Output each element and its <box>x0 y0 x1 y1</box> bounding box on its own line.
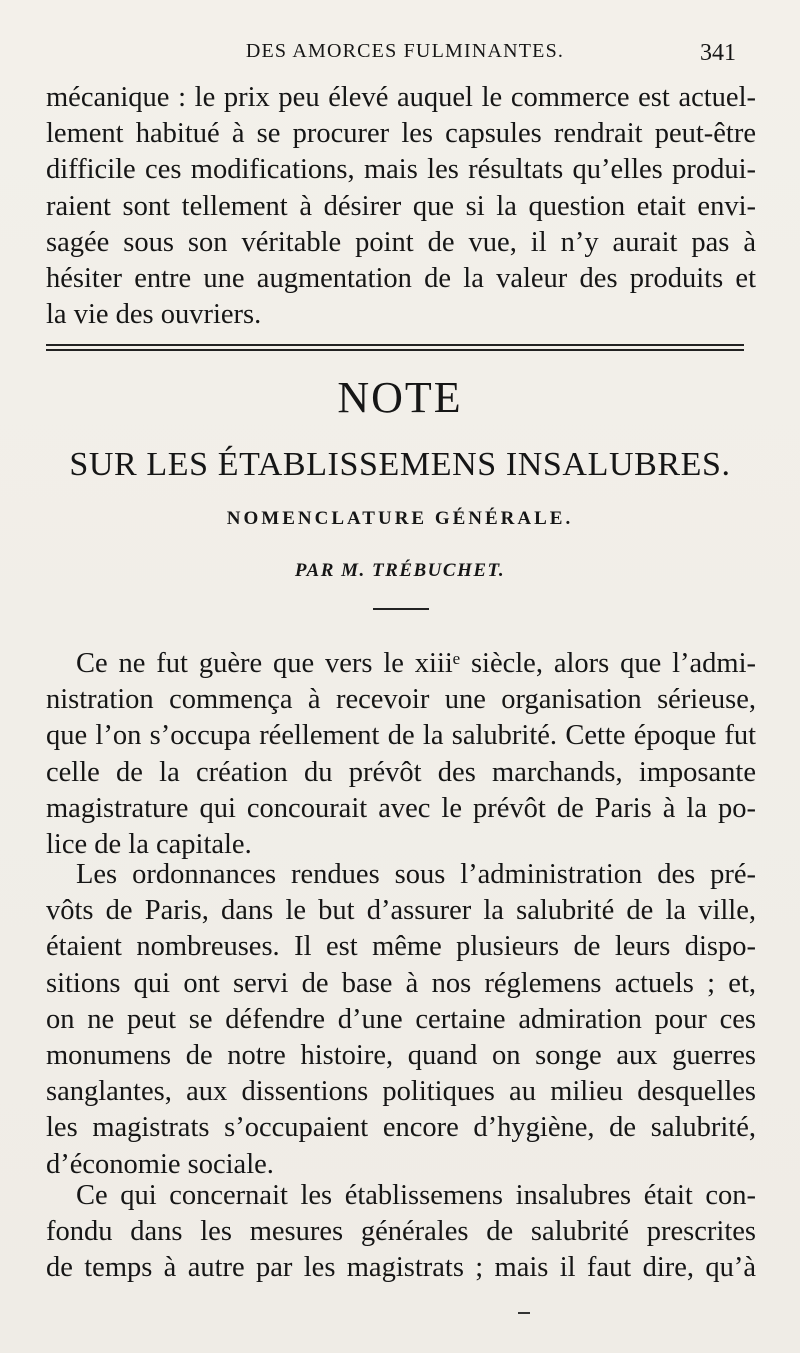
text-line: monumens de notre histoire, quand on songe aux guerres <box>46 1040 756 1072</box>
author-byline: PAR M. TRÉBUCHET. <box>294 560 506 581</box>
text-line: vôts de Paris, dans le but d’assurer la salubrité de la ville, <box>46 895 756 927</box>
text-line: d’économie sociale. <box>46 1148 274 1180</box>
text-line: les magistrats s’occupaient encore d’hygiène, de salubrité, <box>46 1112 756 1144</box>
text-line: Les ordonnances rendues sous l’administration des pré- <box>76 859 756 890</box>
text-line: raient sont tellement à désirer que si la question etait envi- <box>46 190 756 222</box>
text-line: que l’on s’occupa réellement de la salubrité. Cette époque fut <box>46 720 756 752</box>
text-line: sanglantes, aux dissentions politiques au milieu desquelles <box>46 1076 756 1108</box>
text-line: Ce qui concernait les établissemens insalubres était con- <box>76 1180 756 1211</box>
text-line: étaient nombreuses. Il est même plusieurs de leurs dispo- <box>46 931 756 963</box>
section-heading: NOMENCLATURE GÉNÉRALE. <box>226 508 574 529</box>
text-line: sagée sous son véritable point de vue, il n’y aurait pas à <box>46 226 756 258</box>
text-line: difficile ces modifications, mais les résultats qu’elles produi- <box>46 154 756 186</box>
paragraph <box>46 1178 756 1287</box>
paragraph <box>46 646 756 863</box>
text-line: Ce ne fut guère que vers le xiiiᵉ siècle, alors que l’admi- <box>76 648 756 679</box>
text-line: nistration commença à recevoir une organisation sérieuse, <box>46 684 756 716</box>
text-line: la vie des ouvriers. <box>46 299 262 331</box>
short-rule <box>373 608 429 610</box>
text-line: on ne peut se défendre d’une certaine admiration pour ces <box>46 1003 756 1035</box>
paragraph <box>46 857 756 1183</box>
text-line: hésiter entre une augmentation de la valeur des produits et <box>46 263 756 295</box>
text-line: celle de la création du prévôt des marchands, imposante <box>46 756 756 788</box>
text-line: lice de la capitale. <box>46 829 252 861</box>
text-line: de temps à autre par les magistrats ; mais il faut dire, qu’à <box>46 1252 756 1284</box>
article-subtitle: SUR LES ÉTABLISSEMENS INSALUBRES. <box>69 446 731 483</box>
running-title: DES AMORCES FULMINANTES. <box>245 40 565 62</box>
text-line: mécanique : le prix peu élevé auquel le commerce est actuel- <box>46 82 756 113</box>
paragraph-continuation <box>46 80 756 333</box>
section-divider-double-rule <box>46 344 744 352</box>
signature-mark <box>518 1312 530 1314</box>
text-line: sitions qui ont servi de base à nos réglemens actuels ; et, <box>46 967 756 999</box>
text-line: fondu dans les mesures générales de salubrité prescrites <box>46 1216 756 1248</box>
text-line: lement habitué à se procurer les capsules rendrait peut-être <box>46 118 756 150</box>
article-title: NOTE <box>337 373 463 422</box>
page-number: 341 <box>700 40 736 66</box>
text-line: magistrature qui concourait avec le prévôt de Paris à la po- <box>46 792 756 824</box>
